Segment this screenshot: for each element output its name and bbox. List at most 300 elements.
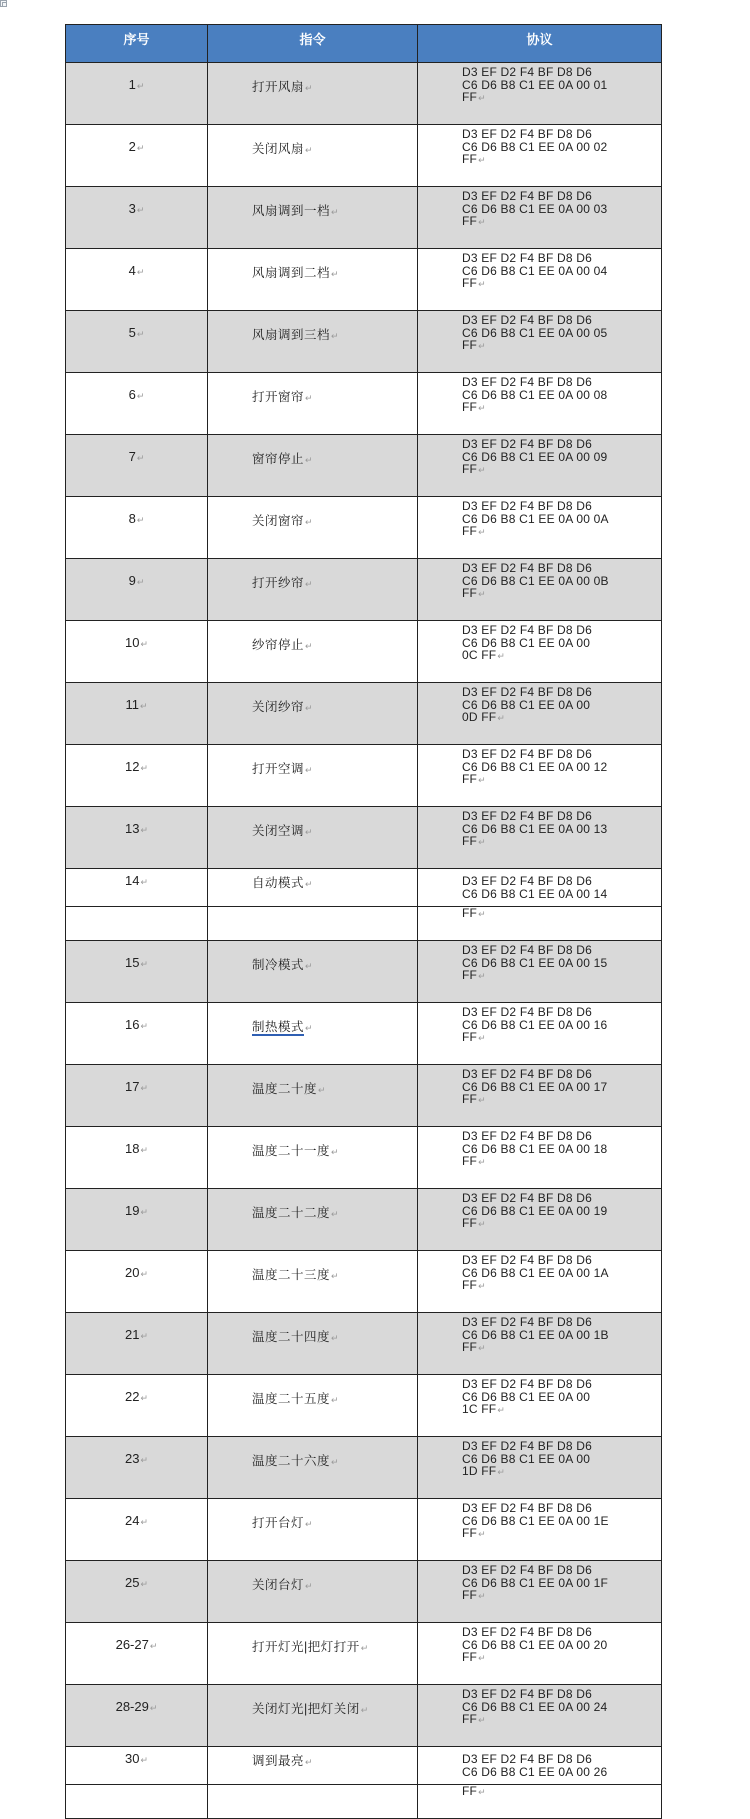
row-command — [208, 1375, 418, 1436]
paragraph-mark: ↵ — [305, 1519, 314, 1529]
row-index-text: 19 — [124, 1203, 140, 1218]
paragraph-mark: ↵ — [305, 517, 314, 527]
protocol-line: C6 D6 B8 C1 EE 0A 00 — [462, 697, 591, 712]
table-row — [66, 869, 661, 907]
protocol-line: D3 EF D2 F4 BF D8 D6 — [462, 1253, 593, 1267]
row-protocol — [418, 1499, 661, 1560]
protocol-line — [462, 587, 631, 601]
row-command-text[interactable]: 制热模式 — [252, 1020, 305, 1034]
row-command — [208, 249, 418, 310]
protocol-table — [65, 24, 662, 1819]
paragraph-mark: ↵ — [139, 701, 148, 711]
protocol-line: D3 EF D2 F4 BF D8 D6 — [462, 685, 593, 699]
protocol-line-text: FF — [462, 772, 478, 786]
protocol-line-text: FF — [462, 1650, 478, 1664]
row-protocol — [418, 373, 661, 434]
table-row — [66, 497, 661, 559]
paragraph-mark: ↵ — [140, 1083, 148, 1093]
row-protocol — [418, 1685, 661, 1746]
protocol-line-text: FF — [462, 968, 478, 982]
table-row — [66, 1127, 661, 1189]
header-index: 序号 — [66, 25, 208, 62]
paragraph-mark: ↵ — [140, 1331, 148, 1341]
protocol-line — [462, 1093, 631, 1107]
table-row — [66, 63, 661, 125]
row-index-text: 21 — [124, 1327, 140, 1342]
paragraph-mark: ↵ — [478, 775, 486, 785]
row-index-text: 1 — [128, 77, 136, 92]
row-command-text: 关闭灯光|把灯关闭 — [252, 1702, 360, 1716]
row-command-text: 温度二十度 — [252, 1082, 318, 1096]
table-row — [66, 941, 661, 1003]
protocol-line-text: FF — [462, 524, 478, 538]
paragraph-mark: ↵ — [497, 1467, 506, 1477]
paragraph-mark: ↵ — [136, 329, 145, 339]
protocol-line: D3 EF D2 F4 BF D8 D6 — [462, 747, 593, 761]
protocol-line-text: FF — [462, 1278, 478, 1292]
row-index-text: 5 — [128, 325, 136, 340]
paragraph-mark: ↵ — [305, 641, 314, 651]
row-command-text: 打开纱帘 — [252, 576, 305, 590]
row-command — [208, 1189, 418, 1250]
protocol-line: D3 EF D2 F4 BF D8 D6 — [462, 1501, 593, 1515]
protocol-line-text: 0D FF — [462, 710, 497, 724]
row-index — [66, 1685, 208, 1746]
row-index-text: 17 — [124, 1079, 140, 1094]
protocol-line: D3 EF D2 F4 BF D8 D6 — [462, 623, 593, 637]
paragraph-mark: ↵ — [136, 81, 145, 91]
row-index-text: 13 — [124, 821, 140, 836]
row-command — [208, 125, 418, 186]
protocol-line — [462, 1279, 631, 1293]
paragraph-mark: ↵ — [331, 1271, 340, 1281]
row-command-text: 窗帘停止 — [252, 452, 305, 466]
protocol-line-text: FF — [462, 1712, 478, 1726]
paragraph-mark: ↵ — [478, 1653, 486, 1663]
paragraph-mark: ↵ — [305, 703, 314, 713]
row-index — [66, 1127, 208, 1188]
protocol-line — [462, 1031, 631, 1045]
row-protocol — [418, 1375, 661, 1436]
row-index — [66, 1561, 208, 1622]
paragraph-mark: ↵ — [478, 1157, 486, 1167]
table-row — [66, 1747, 661, 1785]
protocol-line-text: FF — [462, 152, 478, 166]
row-command — [208, 311, 418, 372]
protocol-line — [462, 525, 631, 539]
table-row — [66, 373, 661, 435]
row-index — [66, 497, 208, 558]
paragraph-mark: ↵ — [140, 763, 148, 773]
paragraph-mark: ↵ — [478, 971, 486, 981]
table-header-row — [66, 25, 661, 63]
row-index — [66, 807, 208, 868]
row-command-text: 制冷模式 — [252, 958, 305, 972]
protocol-line — [462, 1217, 631, 1231]
row-command-text: 纱帘停止 — [252, 638, 305, 652]
paragraph-mark: ↵ — [478, 1095, 486, 1105]
table-row-continued — [66, 907, 661, 941]
protocol-line: D3 EF D2 F4 BF D8 D6 — [462, 874, 593, 888]
protocol-line-text: FF — [462, 462, 478, 476]
row-command-text: 关闭风扇 — [252, 142, 305, 156]
row-protocol — [418, 1313, 661, 1374]
row-command — [208, 1251, 418, 1312]
protocol-line: C6 D6 B8 C1 EE 0A 00 17 — [462, 1079, 608, 1094]
row-index — [66, 1499, 208, 1560]
paragraph-mark: ↵ — [331, 1209, 340, 1219]
paragraph-mark: ↵ — [140, 1021, 148, 1031]
paragraph-mark: ↵ — [497, 651, 506, 661]
paragraph-mark: ↵ — [331, 1147, 340, 1157]
paragraph-mark: ↵ — [305, 827, 314, 837]
row-command — [208, 559, 418, 620]
protocol-line — [462, 1785, 631, 1799]
paragraph-mark: ↵ — [331, 1457, 340, 1467]
paragraph-mark: ↵ — [478, 465, 486, 475]
paragraph-mark: ↵ — [140, 1517, 148, 1527]
row-index-text: 10 — [124, 635, 140, 650]
row-command-text: 打开风扇 — [252, 80, 305, 94]
table-row — [66, 1313, 661, 1375]
row-command — [208, 187, 418, 248]
row-index-text: 15 — [124, 955, 140, 970]
table-row — [66, 1375, 661, 1437]
protocol-line — [462, 835, 631, 849]
protocol-line — [462, 649, 631, 663]
protocol-line — [462, 215, 631, 229]
protocol-line: D3 EF D2 F4 BF D8 D6 — [462, 499, 593, 513]
row-command-text: 风扇调到一档 — [252, 204, 331, 218]
paragraph-mark: ↵ — [478, 837, 486, 847]
row-index-text: 26-27 — [115, 1637, 149, 1652]
protocol-line: C6 D6 B8 C1 EE 0A 00 08 — [462, 387, 608, 402]
paragraph-mark: ↵ — [140, 1145, 148, 1155]
protocol-line — [462, 463, 631, 477]
protocol-line: D3 EF D2 F4 BF D8 D6 — [462, 1005, 593, 1019]
table-row — [66, 1003, 661, 1065]
table-row — [66, 745, 661, 807]
protocol-line-text: 1D FF — [462, 1464, 497, 1478]
row-protocol — [418, 1747, 661, 1784]
row-index — [66, 1623, 208, 1684]
row-protocol — [418, 311, 661, 372]
row-index-empty — [66, 1785, 208, 1818]
row-command — [208, 683, 418, 744]
row-protocol — [418, 63, 661, 124]
protocol-line: D3 EF D2 F4 BF D8 D6 — [462, 127, 593, 141]
protocol-line: D3 EF D2 F4 BF D8 D6 — [462, 809, 593, 823]
row-index-text: 6 — [128, 387, 136, 402]
row-index — [66, 621, 208, 682]
protocol-line — [462, 1341, 631, 1355]
protocol-line — [462, 1713, 631, 1727]
paragraph-mark: ↵ — [136, 143, 145, 153]
protocol-line: C6 D6 B8 C1 EE 0A 00 16 — [462, 1017, 608, 1032]
row-command — [208, 1127, 418, 1188]
row-protocol — [418, 941, 661, 1002]
row-command — [208, 1623, 418, 1684]
protocol-line: C6 D6 B8 C1 EE 0A 00 20 — [462, 1637, 608, 1652]
protocol-line: C6 D6 B8 C1 EE 0A 00 1F — [462, 1575, 609, 1590]
protocol-line — [462, 401, 631, 415]
paragraph-mark: ↵ — [497, 1405, 506, 1415]
row-protocol — [418, 1189, 661, 1250]
table-row — [66, 1623, 661, 1685]
row-command-text: 温度二十六度 — [252, 1454, 331, 1468]
row-protocol — [418, 683, 661, 744]
row-command-text: 温度二十四度 — [252, 1330, 331, 1344]
row-protocol — [418, 1251, 661, 1312]
paragraph-mark: ↵ — [305, 393, 314, 403]
row-index — [66, 683, 208, 744]
protocol-line — [462, 1589, 631, 1603]
row-index — [66, 311, 208, 372]
row-protocol — [418, 1785, 661, 1818]
row-command — [208, 435, 418, 496]
header-protocol: 协议 — [526, 32, 553, 47]
paragraph-mark: ↵ — [305, 579, 314, 589]
protocol-line-text: FF — [462, 276, 478, 290]
paragraph-mark: ↵ — [478, 1787, 486, 1797]
protocol-line — [462, 277, 631, 291]
paragraph-mark: ↵ — [140, 825, 148, 835]
protocol-line-text: FF — [462, 1526, 478, 1540]
table-row — [66, 683, 661, 745]
row-index — [66, 435, 208, 496]
row-command-text: 温度二十一度 — [252, 1144, 331, 1158]
row-index-empty — [66, 907, 208, 940]
paragraph-mark: ↵ — [149, 1641, 158, 1651]
row-index — [66, 125, 208, 186]
paragraph-mark: ↵ — [140, 1269, 148, 1279]
row-protocol — [418, 1437, 661, 1498]
protocol-line: C6 D6 B8 C1 EE 0A 00 0A — [462, 511, 609, 526]
protocol-line — [462, 907, 631, 921]
protocol-line: D3 EF D2 F4 BF D8 D6 — [462, 189, 593, 203]
protocol-line: D3 EF D2 F4 BF D8 D6 — [462, 1315, 593, 1329]
row-command — [208, 621, 418, 682]
row-protocol — [418, 1623, 661, 1684]
row-command — [208, 1003, 418, 1064]
table-row — [66, 1189, 661, 1251]
protocol-line-text: FF — [462, 338, 478, 352]
row-index-text: 20 — [124, 1265, 140, 1280]
row-index — [66, 1251, 208, 1312]
protocol-line: C6 D6 B8 C1 EE 0A 00 1E — [462, 1513, 609, 1528]
protocol-line: D3 EF D2 F4 BF D8 D6 — [462, 313, 593, 327]
paragraph-mark: ↵ — [318, 1085, 327, 1095]
row-command-text: 风扇调到三档 — [252, 328, 331, 342]
row-index-text: 28-29 — [115, 1699, 149, 1714]
protocol-line: C6 D6 B8 C1 EE 0A 00 18 — [462, 1141, 608, 1156]
paragraph-mark: ↵ — [305, 765, 314, 775]
protocol-line: C6 D6 B8 C1 EE 0A 00 19 — [462, 1203, 608, 1218]
paragraph-mark: ↵ — [478, 1529, 486, 1539]
row-protocol — [418, 497, 661, 558]
table-row — [66, 249, 661, 311]
row-index — [66, 745, 208, 806]
protocol-line-text: FF — [462, 1216, 478, 1230]
protocol-line — [462, 91, 631, 105]
row-command-text: 打开窗帘 — [252, 390, 305, 404]
paragraph-mark: ↵ — [478, 1715, 486, 1725]
row-protocol — [418, 745, 661, 806]
row-index — [66, 249, 208, 310]
protocol-line-text: FF — [462, 214, 478, 228]
protocol-line: C6 D6 B8 C1 EE 0A 00 24 — [462, 1699, 608, 1714]
row-protocol — [418, 125, 661, 186]
protocol-line-text: FF — [462, 1030, 478, 1044]
protocol-line: D3 EF D2 F4 BF D8 D6 — [462, 1625, 593, 1639]
paragraph-mark: ↵ — [360, 1705, 369, 1715]
protocol-line-text: FF — [462, 90, 478, 104]
table-row — [66, 435, 661, 497]
paragraph-mark: ↵ — [331, 1395, 340, 1405]
row-index — [66, 1003, 208, 1064]
row-index-text: 22 — [124, 1389, 140, 1404]
row-protocol — [418, 869, 661, 906]
protocol-line: C6 D6 B8 C1 EE 0A 00 12 — [462, 759, 608, 774]
paragraph-mark: ↵ — [140, 959, 148, 969]
paragraph-mark: ↵ — [331, 207, 340, 217]
table-row — [66, 125, 661, 187]
paragraph-mark: ↵ — [478, 403, 486, 413]
paragraph-mark: ↵ — [140, 1755, 148, 1765]
protocol-line: D3 EF D2 F4 BF D8 D6 — [462, 1752, 593, 1766]
row-index — [66, 1747, 208, 1784]
protocol-line — [462, 711, 631, 725]
row-command-text: 打开台灯 — [252, 1516, 305, 1530]
protocol-line — [462, 1155, 631, 1169]
protocol-line: D3 EF D2 F4 BF D8 D6 — [462, 1129, 593, 1143]
header-command: 指令 — [208, 25, 418, 62]
row-protocol — [418, 1003, 661, 1064]
row-command — [208, 1499, 418, 1560]
protocol-line-text: 0C FF — [462, 648, 497, 662]
row-protocol — [418, 907, 661, 940]
row-protocol — [418, 621, 661, 682]
paragraph-mark: ↵ — [478, 279, 486, 289]
table-row — [66, 311, 661, 373]
paragraph-mark: ↵ — [305, 1581, 314, 1591]
protocol-line: D3 EF D2 F4 BF D8 D6 — [462, 251, 593, 265]
protocol-line — [462, 1465, 631, 1479]
paragraph-mark: ↵ — [305, 961, 314, 971]
row-protocol — [418, 435, 661, 496]
protocol-line: D3 EF D2 F4 BF D8 D6 — [462, 1687, 593, 1701]
row-index — [66, 373, 208, 434]
paragraph-mark: ↵ — [478, 1033, 486, 1043]
row-command-empty — [208, 907, 418, 940]
paragraph-mark: ↵ — [478, 1281, 486, 1291]
table-row — [66, 1251, 661, 1313]
protocol-line: D3 EF D2 F4 BF D8 D6 — [462, 437, 593, 451]
protocol-line-text: FF — [462, 586, 478, 600]
row-protocol — [418, 1561, 661, 1622]
protocol-line: C6 D6 B8 C1 EE 0A 00 1B — [462, 1327, 609, 1342]
paragraph-mark: ↵ — [331, 331, 340, 341]
row-command-text: 关闭台灯 — [252, 1578, 305, 1592]
row-protocol — [418, 807, 661, 868]
protocol-line: C6 D6 B8 C1 EE 0A 00 — [462, 1389, 591, 1404]
table-row — [66, 807, 661, 869]
row-command-text: 打开空调 — [252, 762, 305, 776]
anchor-icon — [0, 0, 7, 7]
protocol-line: C6 D6 B8 C1 EE 0A 00 0B — [462, 573, 609, 588]
paragraph-mark: ↵ — [140, 1455, 148, 1465]
row-index — [66, 1189, 208, 1250]
protocol-line: C6 D6 B8 C1 EE 0A 00 — [462, 1451, 591, 1466]
row-index-text: 2 — [128, 139, 136, 154]
table-row — [66, 1499, 661, 1561]
row-command — [208, 63, 418, 124]
paragraph-mark: ↵ — [305, 1757, 314, 1767]
row-command-text: 温度二十三度 — [252, 1268, 331, 1282]
protocol-line — [462, 773, 631, 787]
protocol-line-text: FF — [462, 400, 478, 414]
table-row — [66, 1065, 661, 1127]
protocol-line: D3 EF D2 F4 BF D8 D6 — [462, 1563, 593, 1577]
row-index — [66, 1065, 208, 1126]
row-command — [208, 1561, 418, 1622]
row-index-text: 12 — [124, 759, 140, 774]
row-index-text: 18 — [124, 1141, 140, 1156]
row-index — [66, 559, 208, 620]
table-row — [66, 1685, 661, 1747]
paragraph-mark: ↵ — [478, 1219, 486, 1229]
protocol-line: C6 D6 B8 C1 EE 0A 00 15 — [462, 955, 608, 970]
row-index — [66, 187, 208, 248]
protocol-line-text: FF — [462, 1588, 478, 1602]
paragraph-mark: ↵ — [305, 145, 314, 155]
row-index-text: 9 — [128, 573, 136, 588]
paragraph-mark: ↵ — [331, 1333, 340, 1343]
paragraph-mark: ↵ — [331, 269, 340, 279]
protocol-line: D3 EF D2 F4 BF D8 D6 — [462, 561, 593, 575]
row-command — [208, 869, 418, 906]
row-command — [208, 1747, 418, 1784]
protocol-line — [462, 1403, 631, 1417]
row-command-text: 温度二十二度 — [252, 1206, 331, 1220]
row-index — [66, 869, 208, 906]
paragraph-mark: ↵ — [140, 1579, 148, 1589]
protocol-line: D3 EF D2 F4 BF D8 D6 — [462, 1439, 593, 1453]
table-row — [66, 1437, 661, 1499]
row-index-text: 14 — [124, 873, 140, 888]
row-protocol — [418, 1127, 661, 1188]
paragraph-mark: ↵ — [478, 1343, 486, 1353]
protocol-line: C6 D6 B8 C1 EE 0A 00 02 — [462, 139, 608, 154]
paragraph-mark: ↵ — [478, 155, 486, 165]
row-command — [208, 745, 418, 806]
row-index — [66, 1313, 208, 1374]
table-row — [66, 621, 661, 683]
protocol-line — [462, 1651, 631, 1665]
paragraph-mark: ↵ — [136, 267, 145, 277]
paragraph-mark: ↵ — [478, 589, 486, 599]
protocol-line: C6 D6 B8 C1 EE 0A 00 05 — [462, 325, 608, 340]
row-index-text: 8 — [128, 511, 136, 526]
protocol-line: D3 EF D2 F4 BF D8 D6 — [462, 943, 593, 957]
protocol-line: C6 D6 B8 C1 EE 0A 00 13 — [462, 821, 608, 836]
protocol-line — [462, 153, 631, 167]
protocol-line: C6 D6 B8 C1 EE 0A 00 04 — [462, 263, 608, 278]
row-protocol — [418, 1065, 661, 1126]
paragraph-mark: ↵ — [136, 577, 145, 587]
row-command-text: 关闭窗帘 — [252, 514, 305, 528]
paragraph-mark: ↵ — [140, 1393, 148, 1403]
